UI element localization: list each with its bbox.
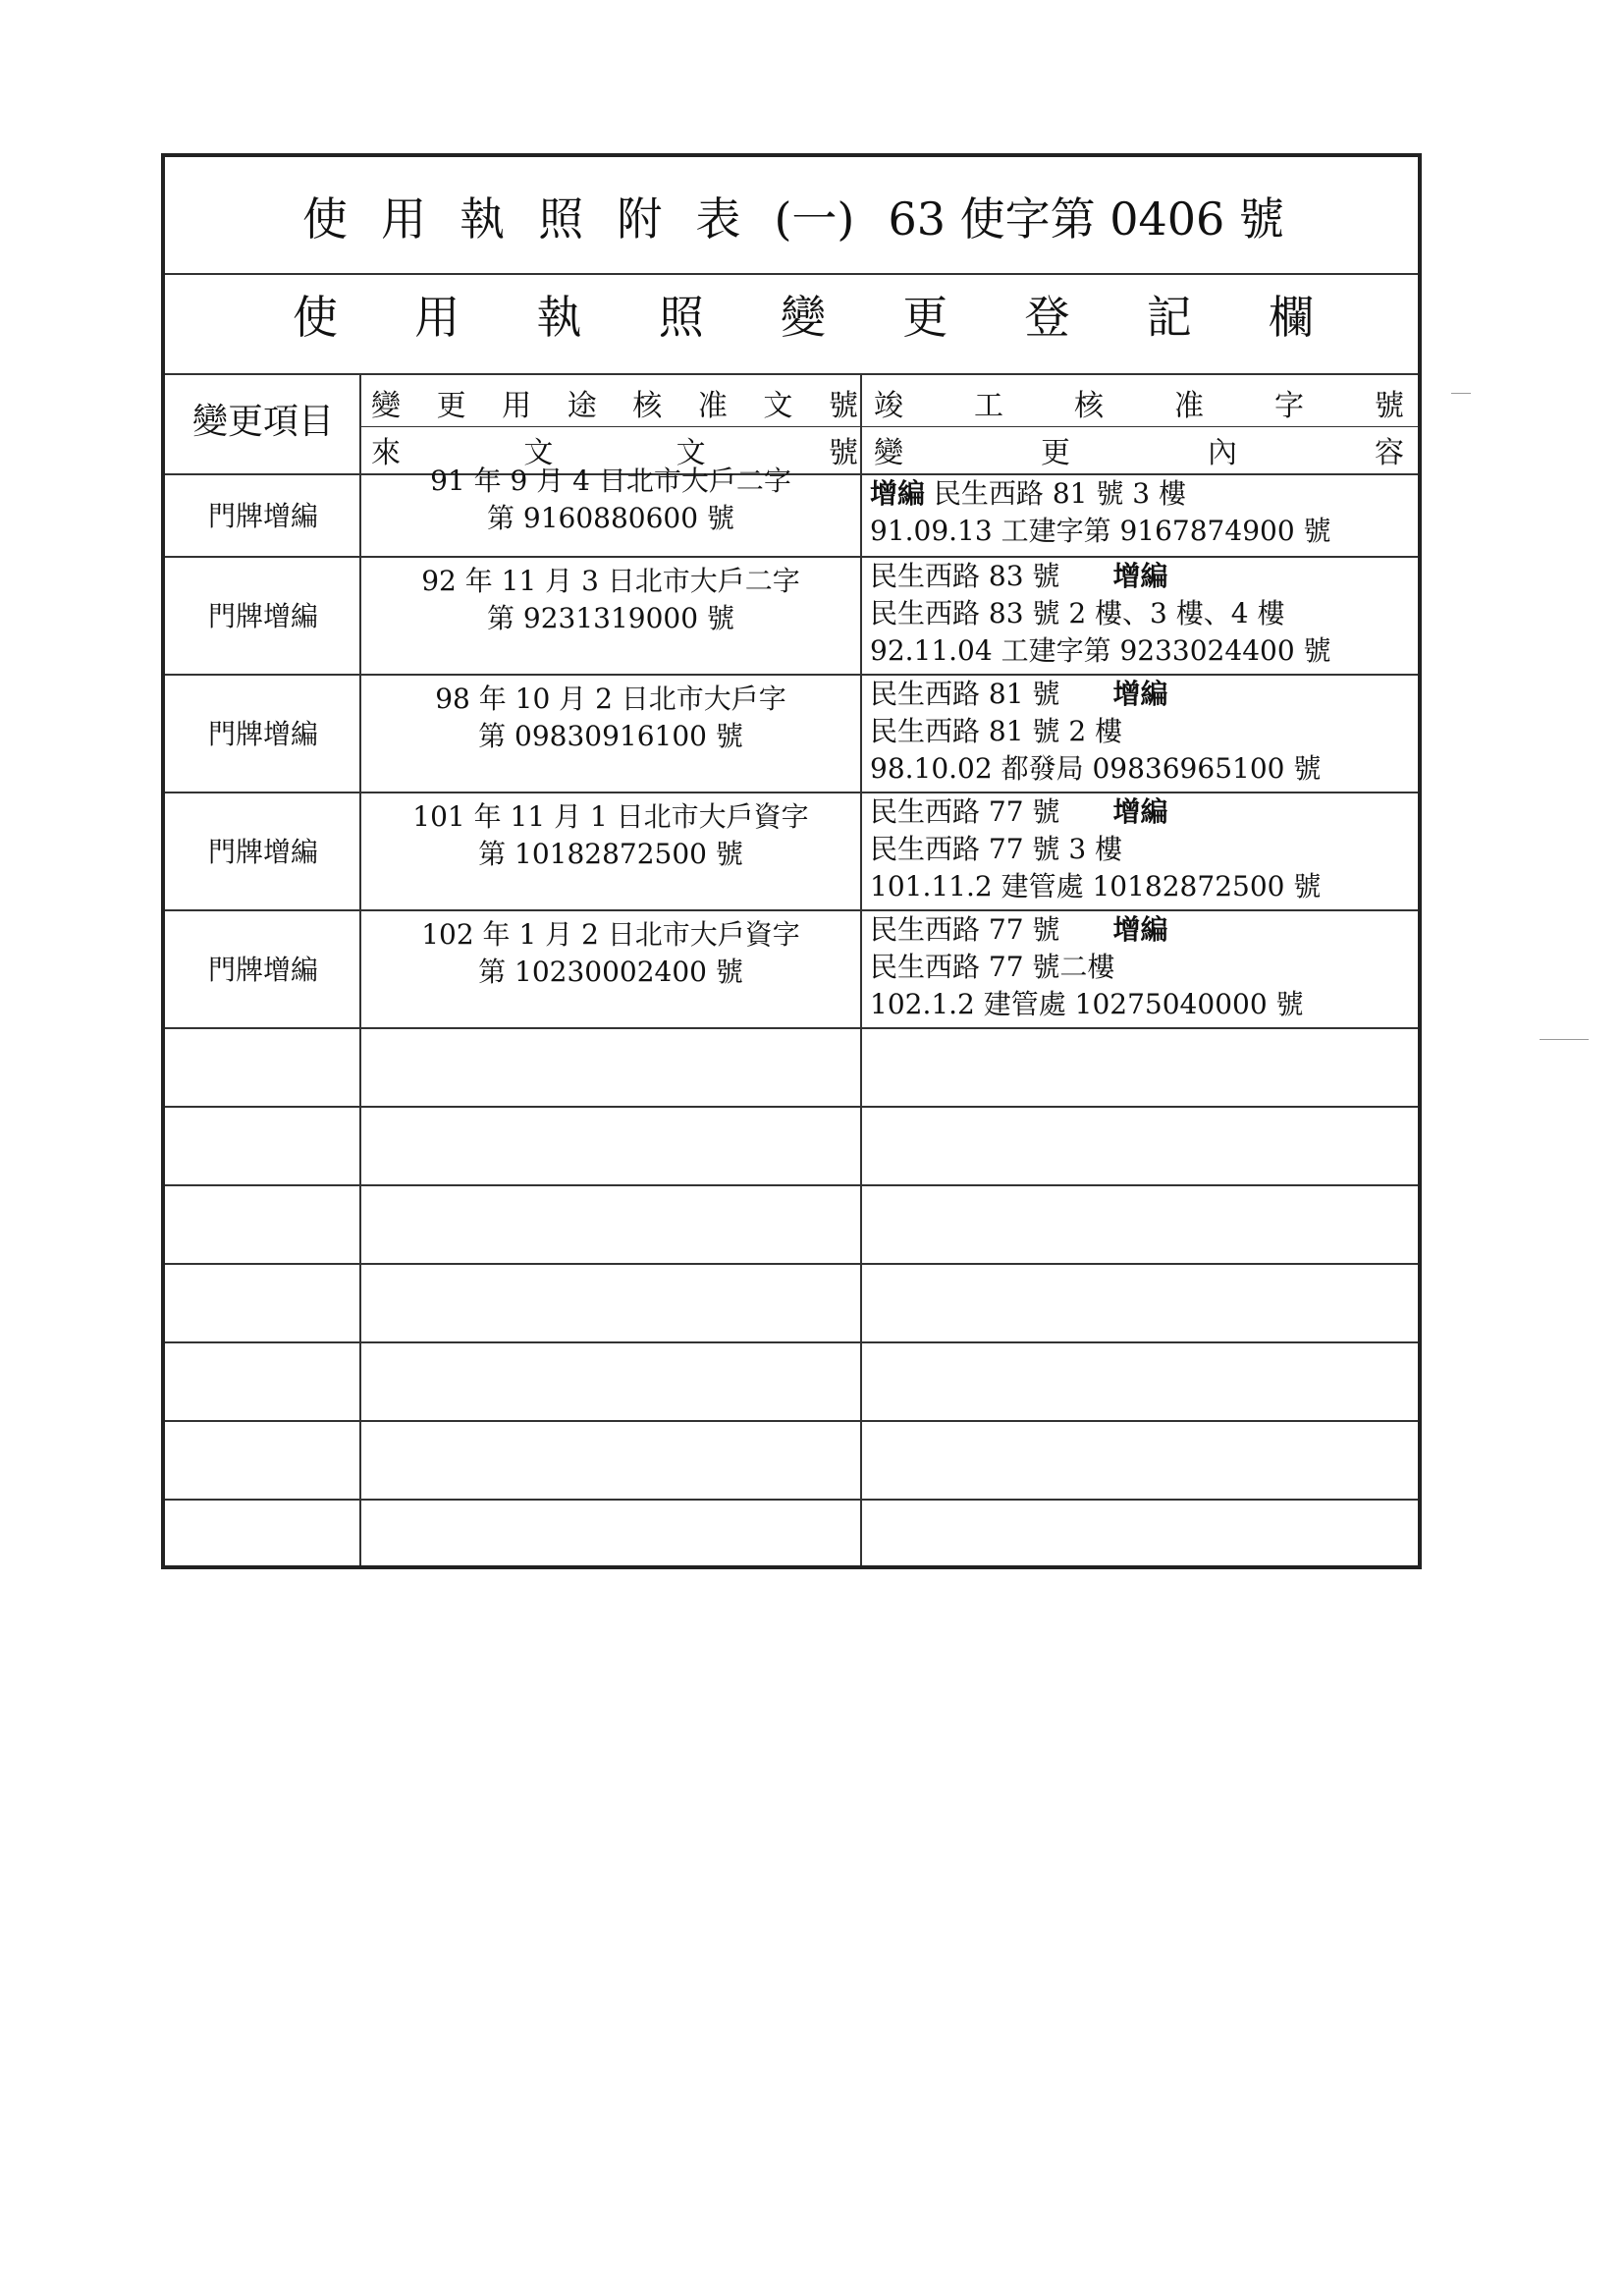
row-divider bbox=[165, 1184, 1418, 1186]
change-content-text: 民生西路 81 號 bbox=[870, 678, 1060, 710]
change-item-cell: 門牌增編 bbox=[207, 718, 318, 750]
row-divider bbox=[165, 1341, 1418, 1343]
col3-top-char-1: 工 bbox=[974, 389, 1003, 423]
incoming-doc-line: 98 年 10 月 2 日北市大戶字 bbox=[435, 683, 786, 715]
change-content-text: 民生西路 83 號 bbox=[870, 560, 1060, 592]
change-content-text: 民生西路 77 號 3 樓 bbox=[870, 833, 1123, 865]
subtitle-char-1: 用 bbox=[414, 291, 460, 344]
col3-bottom-char-2: 內 bbox=[1208, 436, 1237, 470]
added-tag: 增編 bbox=[870, 477, 926, 510]
change-item-header bbox=[169, 377, 357, 460]
change-content-text: 98.10.02 都發局 09836965100 號 bbox=[870, 752, 1322, 785]
change-content-line bbox=[870, 868, 1410, 905]
change-content-text: 92.11.04 工建字第 9233024400 號 bbox=[870, 634, 1331, 667]
col2-top-char-1: 更 bbox=[436, 389, 466, 423]
subtitle-char-4: 變 bbox=[781, 291, 826, 344]
change-item-cell: 門牌增編 bbox=[207, 600, 318, 632]
incoming-doc-line: 101 年 11 月 1 日北市大戶資字 bbox=[412, 800, 809, 833]
incoming-doc-line: 第 09830916100 號 bbox=[478, 720, 743, 752]
col2-top-char-0: 變 bbox=[371, 389, 401, 423]
incoming-doc-line: 第 9160880600 號 bbox=[487, 502, 734, 534]
subtitle-char-6: 登 bbox=[1024, 291, 1070, 344]
subtitle-divider bbox=[165, 373, 1418, 375]
change-item-cell: 門牌增編 bbox=[207, 954, 318, 986]
title-char-4: 附 bbox=[617, 192, 663, 246]
change-content-cell bbox=[870, 793, 1410, 905]
incoming-doc-cell bbox=[363, 465, 858, 534]
subtitle-char-8: 欄 bbox=[1269, 291, 1314, 344]
col3-top-char-4: 字 bbox=[1274, 389, 1304, 423]
incoming-doc-cell bbox=[363, 792, 858, 880]
change-content-line bbox=[870, 750, 1410, 788]
row-divider bbox=[165, 1106, 1418, 1108]
scan-mark bbox=[1540, 1039, 1589, 1040]
added-tag: 增編 bbox=[1112, 913, 1168, 946]
title-char-0: 使 bbox=[302, 192, 348, 246]
change-content-cell bbox=[870, 558, 1410, 670]
col2-bottom-char-0: 來 bbox=[371, 436, 401, 470]
form-title bbox=[302, 185, 1284, 247]
col2-bottom-char-1: 文 bbox=[523, 436, 554, 470]
change-content-line bbox=[870, 949, 1410, 986]
col2-bottom-char-3: 號 bbox=[828, 436, 858, 470]
change-content-text: 民生西路 81 號 3 樓 bbox=[925, 477, 1186, 510]
added-tag: 增編 bbox=[1112, 795, 1168, 828]
col2-top-char-2: 用 bbox=[502, 389, 532, 423]
col2-top-char-4: 核 bbox=[632, 389, 663, 423]
row-divider bbox=[165, 1499, 1418, 1501]
incoming-doc-cell bbox=[363, 674, 858, 762]
change-content-text: 民生西路 83 號 2 樓、3 樓、4 樓 bbox=[870, 597, 1285, 629]
change-item-header-label: 變更項目 bbox=[191, 401, 334, 442]
added-tag: 增編 bbox=[1112, 678, 1168, 710]
change-content-line bbox=[870, 793, 1410, 831]
col3-header-top bbox=[874, 381, 1404, 424]
change-content-line bbox=[870, 475, 1410, 513]
title-char-3: 照 bbox=[538, 192, 584, 246]
added-tag: 增編 bbox=[1112, 560, 1168, 592]
title-divider bbox=[165, 273, 1418, 275]
header-mid-divider bbox=[361, 426, 1418, 427]
title-char-2: 執 bbox=[460, 192, 506, 246]
col3-top-char-2: 核 bbox=[1074, 389, 1104, 423]
incoming-doc-line: 第 9231319000 號 bbox=[487, 602, 734, 634]
col3-top-char-0: 竣 bbox=[874, 389, 903, 423]
col2-top-char-7: 號 bbox=[828, 389, 858, 423]
change-content-line bbox=[870, 911, 1410, 949]
scan-mark bbox=[1451, 393, 1471, 394]
col-divider-1 bbox=[359, 373, 361, 1565]
change-content-line bbox=[870, 595, 1410, 632]
form-subtitle bbox=[293, 283, 1314, 346]
incoming-doc-cell bbox=[363, 556, 858, 644]
col3-top-char-5: 號 bbox=[1375, 389, 1404, 423]
change-content-cell bbox=[870, 911, 1410, 1023]
change-content-text: 民生西路 77 號二樓 bbox=[870, 951, 1115, 983]
col2-top-char-6: 文 bbox=[763, 389, 793, 423]
change-content-cell bbox=[870, 676, 1410, 788]
row-divider bbox=[165, 1420, 1418, 1422]
change-item-cell: 門牌增編 bbox=[207, 500, 318, 532]
col3-bottom-char-0: 變 bbox=[874, 436, 903, 470]
change-content-line bbox=[870, 676, 1410, 713]
incoming-doc-cell bbox=[363, 909, 858, 998]
incoming-doc-line: 92 年 11 月 3 日北市大戶二字 bbox=[421, 565, 800, 597]
col3-bottom-char-1: 更 bbox=[1041, 436, 1070, 470]
change-content-line bbox=[870, 513, 1410, 550]
incoming-doc-line: 91 年 9 月 4 日北市大戶二字 bbox=[430, 465, 791, 497]
change-item-cell: 門牌增編 bbox=[207, 836, 318, 868]
row-divider bbox=[165, 1263, 1418, 1265]
row-divider bbox=[165, 1027, 1418, 1029]
subtitle-char-2: 執 bbox=[536, 291, 582, 344]
change-content-text: 民生西路 77 號 bbox=[870, 913, 1060, 946]
change-content-line bbox=[870, 713, 1410, 750]
title-char-5: 表 bbox=[695, 192, 741, 246]
col2-top-char-3: 途 bbox=[567, 389, 597, 423]
change-content-line bbox=[870, 558, 1410, 595]
title-char-6: (一) bbox=[774, 192, 855, 246]
title-char-1: 用 bbox=[381, 192, 427, 246]
subtitle-char-7: 記 bbox=[1146, 291, 1192, 344]
incoming-doc-line: 102 年 1 月 2 日北市大戶資字 bbox=[421, 918, 800, 951]
change-content-line bbox=[870, 632, 1410, 670]
col-divider-2 bbox=[860, 373, 862, 1565]
change-content-cell bbox=[870, 475, 1410, 550]
change-content-text: 民生西路 77 號 bbox=[870, 795, 1060, 828]
subtitle-char-3: 照 bbox=[658, 291, 704, 344]
subtitle-char-0: 使 bbox=[293, 291, 338, 344]
title-char-7: 63 使字第 0406 號 bbox=[888, 192, 1284, 246]
col3-header-bottom bbox=[874, 428, 1404, 471]
change-content-text: 102.1.2 建管處 10275040000 號 bbox=[870, 988, 1304, 1020]
col2-top-char-5: 准 bbox=[697, 389, 728, 423]
col3-bottom-char-3: 容 bbox=[1375, 436, 1404, 470]
change-content-text: 民生西路 81 號 2 樓 bbox=[870, 715, 1123, 747]
change-content-line bbox=[870, 831, 1410, 868]
col2-bottom-char-2: 文 bbox=[676, 436, 706, 470]
subtitle-char-5: 更 bbox=[902, 291, 948, 344]
col3-top-char-3: 准 bbox=[1174, 389, 1204, 423]
col2-header-top bbox=[371, 381, 858, 424]
incoming-doc-line: 第 10182872500 號 bbox=[478, 838, 743, 870]
usage-license-change-form bbox=[161, 153, 1422, 1569]
change-content-text: 91.09.13 工建字第 9167874900 號 bbox=[870, 515, 1331, 547]
change-content-line bbox=[870, 986, 1410, 1023]
incoming-doc-line: 第 10230002400 號 bbox=[478, 956, 743, 988]
change-content-text: 101.11.2 建管處 10182872500 號 bbox=[870, 870, 1322, 902]
